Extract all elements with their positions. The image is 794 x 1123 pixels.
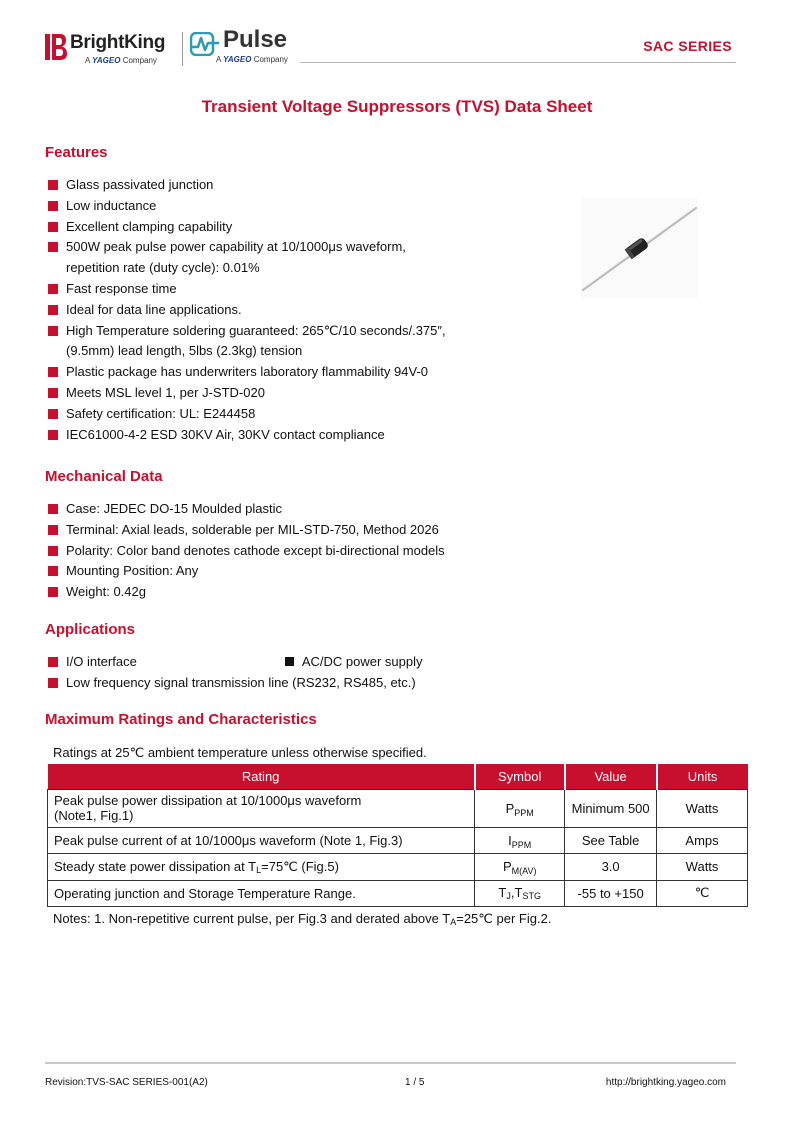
units-cell: ℃ bbox=[657, 880, 748, 907]
table-row bbox=[48, 880, 748, 907]
list-item: Ideal for data line applications. bbox=[48, 300, 446, 321]
list-item: Case: JEDEC DO-15 Moulded plastic bbox=[48, 499, 445, 520]
pulse-name: Pulse bbox=[223, 26, 288, 53]
list-item: IEC61000-4-2 ESD 30KV Air, 30KV contact compliance bbox=[48, 425, 446, 446]
features-list bbox=[48, 175, 446, 445]
rating-cell: Peak pulse current of at 10/1000μs waveform (Note 1, Fig.3) bbox=[48, 827, 475, 854]
column-header: Rating bbox=[48, 764, 475, 789]
pulse-subtitle: A YAGEO Company bbox=[216, 55, 288, 64]
page-header bbox=[45, 28, 736, 68]
list-item: Polarity: Color band denotes cathode except bi-directional models bbox=[48, 541, 445, 562]
rating-cell: Peak pulse power dissipation at 10/1000μs waveform (Note1, Fig.1) bbox=[48, 789, 475, 827]
list-item: Low frequency signal transmission line (RS232, RS485, etc.) bbox=[48, 673, 422, 694]
symbol-cell: $I_{PPM}$ bbox=[475, 827, 565, 854]
list-item: Safety certification: UL: E244458 bbox=[48, 404, 446, 425]
table-row bbox=[48, 854, 748, 881]
column-header: Symbol bbox=[475, 764, 565, 789]
units-cell: Watts bbox=[657, 854, 748, 881]
column-header: Units bbox=[657, 764, 748, 789]
list-item: Weight: 0.42g bbox=[48, 582, 445, 603]
applications-heading: Applications bbox=[45, 621, 136, 638]
bullet-square-icon bbox=[285, 657, 294, 666]
list-item: I/O interface AC/DC power supply bbox=[48, 652, 422, 673]
table-row bbox=[48, 789, 748, 827]
ratings-heading: Maximum Ratings and Characteristics bbox=[45, 711, 317, 728]
ratings-note: Ratings at 25℃ ambient temperature unless otherwise specified. bbox=[53, 745, 427, 760]
rating-cell: Operating junction and Storage Temperature Range. bbox=[48, 880, 475, 907]
footer-url[interactable]: http://brightking.yageo.com bbox=[605, 1077, 726, 1088]
list-item-continuation: repetition rate (duty cycle): 0.01% bbox=[66, 260, 260, 276]
brightking-subtitle: A YAGEO Company bbox=[85, 56, 157, 65]
list-item: 500W peak pulse power capability at 10/1000μs waveform, bbox=[48, 237, 446, 258]
do15-diode-image bbox=[581, 198, 698, 298]
units-cell: Watts bbox=[657, 789, 748, 827]
table-row bbox=[48, 827, 748, 854]
list-item: Low inductance bbox=[48, 196, 446, 217]
symbol-cell: $P_{PPM}$ bbox=[475, 789, 565, 827]
logo-divider bbox=[182, 32, 183, 66]
list-item-continuation: (9.5mm) lead length, 5lbs (2.3kg) tension bbox=[66, 343, 303, 359]
features-heading: Features bbox=[45, 144, 108, 161]
list-item: Terminal: Axial leads, solderable per MIL-STD-750, Method 2026 bbox=[48, 520, 445, 541]
table-header-row bbox=[48, 764, 748, 789]
symbol-cell: $T_J,T_{STG}$ bbox=[475, 880, 565, 907]
list-item: Glass passivated junction bbox=[48, 175, 446, 196]
document-title: Transient Voltage Suppressors (TVS) Data Sheet bbox=[201, 97, 593, 116]
list-item: Fast response time bbox=[48, 279, 446, 300]
value-cell: See Table bbox=[565, 827, 657, 854]
brightking-mark-icon bbox=[45, 34, 67, 60]
brightking-name: BrightKing bbox=[70, 32, 166, 53]
list-item: Mounting Position: Any bbox=[48, 561, 445, 582]
list-item: Meets MSL level 1, per J-STD-020 bbox=[48, 383, 446, 404]
column-header: Value bbox=[565, 764, 657, 789]
pulse-mark-icon bbox=[190, 32, 220, 56]
mechanical-heading: Mechanical Data bbox=[45, 468, 163, 485]
value-cell: 3.0 bbox=[565, 854, 657, 881]
header-rule bbox=[300, 62, 736, 63]
applications-list bbox=[48, 652, 422, 694]
value-cell: -55 to +150 bbox=[565, 880, 657, 907]
ratings-notes: Notes: 1. Non-repetitive current pulse, per Fig.3 and derated above $T_A=25℃$ per Fig.2. bbox=[53, 911, 552, 927]
footer-rule bbox=[45, 1062, 736, 1064]
ratings-table bbox=[47, 764, 748, 907]
symbol-cell: $P_{M(AV)}$ bbox=[475, 854, 565, 881]
mechanical-list bbox=[48, 499, 445, 603]
list-item: Excellent clamping capability bbox=[48, 217, 446, 238]
rating-cell: Steady state power dissipation at $T_L=75℃$ (Fig.5) bbox=[48, 854, 475, 881]
list-item: Plastic package has underwriters laboratory flammability 94V-0 bbox=[48, 362, 446, 383]
footer-page-number: 1 / 5 bbox=[405, 1077, 425, 1088]
list-item: High Temperature soldering guaranteed: 265℃/10 seconds/.375″, bbox=[48, 321, 446, 342]
units-cell: Amps bbox=[657, 827, 748, 854]
footer-revision: Revision:TVS-SAC SERIES-001(A2) bbox=[45, 1077, 208, 1088]
value-cell: Minimum 500 bbox=[565, 789, 657, 827]
series-label: SAC SERIES bbox=[643, 38, 732, 54]
